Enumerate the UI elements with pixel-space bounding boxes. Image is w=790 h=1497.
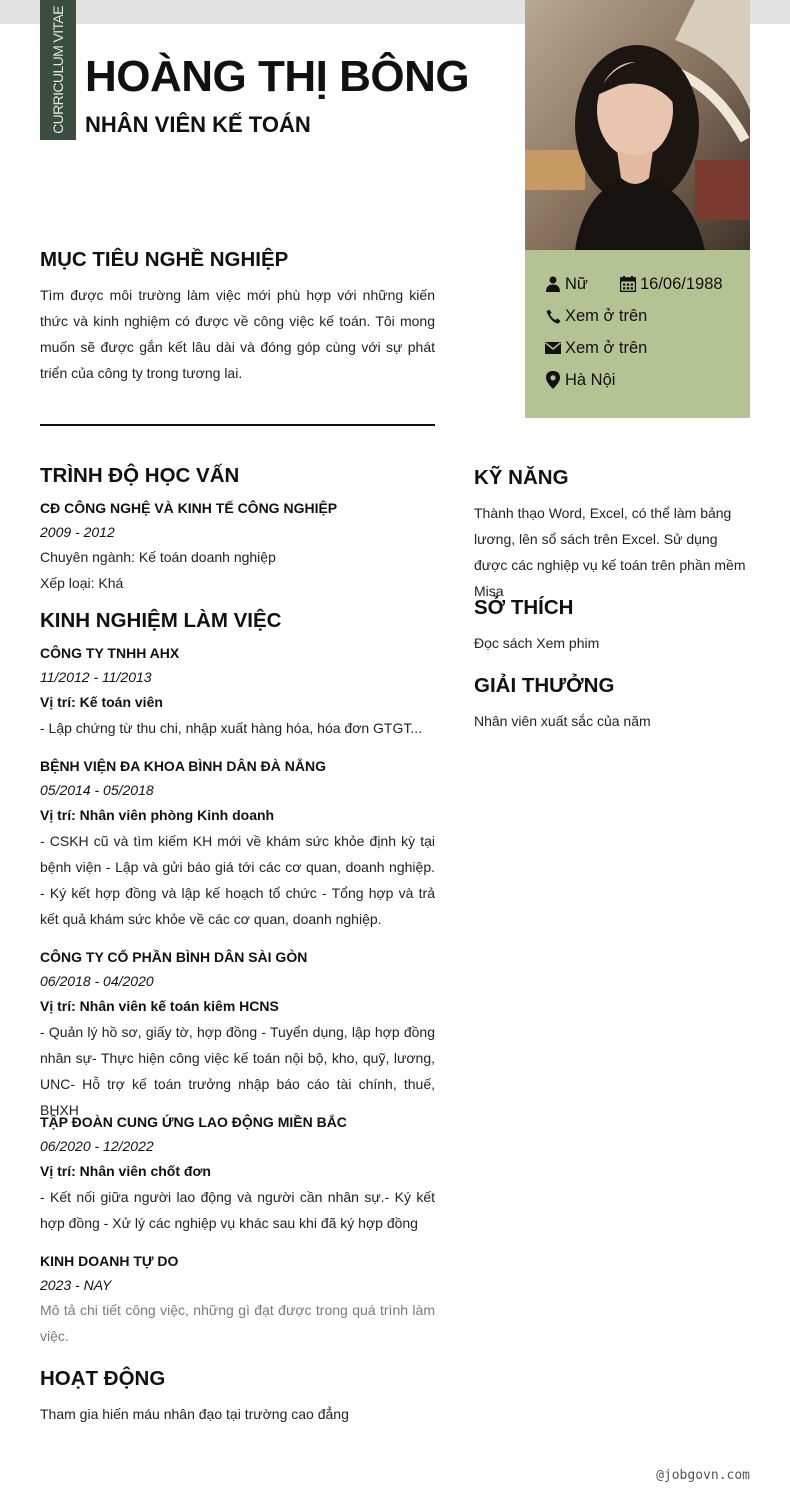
profile-photo-illustration [525,0,750,250]
experience-company: BỆNH VIỆN ĐA KHOA BÌNH DÂN ĐÀ NẴNG [40,758,326,774]
education-entry [40,496,435,596]
education-grade: Xếp loại: Khá [40,575,124,591]
experience-period: 06/2018 - 04/2020 [40,973,154,989]
experience-item [40,945,435,1123]
footer-watermark: @jobgovn.com [656,1468,750,1483]
hobbies-text: Đọc sách Xem phim [474,635,600,651]
section-divider [40,424,435,426]
education-period: 2009 - 2012 [40,524,115,540]
experience-period: 11/2012 - 11/2013 [40,669,152,685]
contact-box [525,250,750,418]
activities-heading: HOẠT ĐỘNG [40,1367,166,1390]
gender-value: Nữ [565,274,588,293]
experience-heading: KINH NGHIỆM LÀM VIỆC [40,609,282,632]
objective-heading: MỤC TIÊU NGHỀ NGHIỆP [40,248,289,271]
location-pin-icon [545,371,561,389]
experience-position: Vị trí: Nhân viên phòng Kinh doanh [40,807,275,823]
experience-company: CÔNG TY TNHH AHX [40,645,180,661]
experience-period: 05/2014 - 05/2018 [40,782,154,798]
experience-item [40,754,435,932]
hobbies-heading: SỞ THÍCH [474,596,574,619]
skills-text: Thành thạo Word, Excel, có thể làm bảng lương, lên sổ sách trên Excel. Sử dụng được các nghiệp vụ kế toán trên phần mềm Misa [474,505,746,599]
objective-text: Tìm được môi trường làm việc mới phù hợp với những kiến thức và kinh nghiệm có được về công việc kế toán. Tôi mong muốn sẽ được gắn kết lâu dài và đóng góp cùng với sự phát triển của công ty trong tương lai. [40,287,435,381]
contact-row-phone [545,300,750,332]
experience-description: - Lập chứng từ thu chi, nhập xuất hàng hóa, hóa đơn GTGT... [40,720,423,736]
experience-description: - Kết nối giữa người lao động và người cần nhân sự.- Ký kết hợp đồng - Xử lý các nghiệp vụ khác sau khi đã ký hợp đồng [40,1189,435,1231]
profile-photo [525,0,750,250]
experience-period: 2023 - NAY [40,1277,112,1293]
experience-position: Vị trí: Nhân viên chốt đơn [40,1163,211,1179]
experience-position: Vị trí: Kế toán viên [40,694,163,710]
awards-text: Nhân viên xuất sắc của năm [474,713,651,729]
experience-item [40,1110,435,1236]
job-title: NHÂN VIÊN KẾ TOÁN [85,112,311,137]
cv-side-tab [40,0,76,140]
candidate-name: HOÀNG THỊ BÔNG [85,52,470,101]
education-school: CĐ CÔNG NGHỆ VÀ KINH TẾ CÔNG NGHIỆP [40,500,338,516]
experience-position: Vị trí: Nhân viên kế toán kiêm HCNS [40,998,279,1014]
awards-heading: GIẢI THƯỞNG [474,674,615,697]
experience-description: - Quản lý hồ sơ, giấy tờ, hợp đồng - Tuyển dụng, lập hợp đồng nhân sự- Thực hiện công việc kế toán nội bộ, kho, quỹ, lương, UNC- Hỗ trợ kế toán trưởng nhập báo cáo tài chính, thuế, BHXH [40,1024,435,1118]
education-heading: TRÌNH ĐỘ HỌC VẤN [40,464,240,487]
contact-row-address [545,364,750,396]
experience-item [40,1249,435,1349]
contact-row-gender-birthday [545,268,750,300]
experience-period: 06/2020 - 12/2022 [40,1138,154,1154]
phone-icon [545,307,561,325]
experience-description: - CSKH cũ và tìm kiếm KH mới về khám sức khỏe định kỳ tại bệnh viện - Lập và gửi báo giá tới các cơ quan, doanh nghiệp. - Ký kết hợp đồng và lập kế hoạch tổ chức - Tổng hợp và trả kết quả khám sức khỏe về các cơ quan, doanh nghiệp. [40,833,435,927]
address-value: Hà Nội [565,370,616,389]
contact-row-email [545,332,750,364]
education-major: Chuyên ngành: Kế toán doanh nghiệp [40,549,276,565]
activities-text: Tham gia hiến máu nhân đạo tại trường cao đẳng [40,1406,349,1422]
experience-description: Mô tả chi tiết công việc, những gì đạt được trong quá trình làm việc. [40,1302,435,1344]
email-value: Xem ở trên [565,338,648,357]
phone-value: Xem ở trên [565,306,648,325]
birthday-value: 16/06/1988 [639,274,723,293]
experience-company: TẬP ĐOÀN CUNG ỨNG LAO ĐỘNG MIỀN BẮC [40,1114,347,1130]
cv-label: CURRICULUM VITAE [50,6,66,134]
experience-company: KINH DOANH TỰ DO [40,1253,179,1269]
experience-company: CÔNG TY CỔ PHẦN BÌNH DÂN SÀI GÒN [40,949,308,965]
person-icon [545,275,561,293]
skills-heading: KỸ NĂNG [474,466,569,489]
experience-item [40,641,435,741]
mail-icon [545,339,561,357]
calendar-icon [620,275,636,293]
